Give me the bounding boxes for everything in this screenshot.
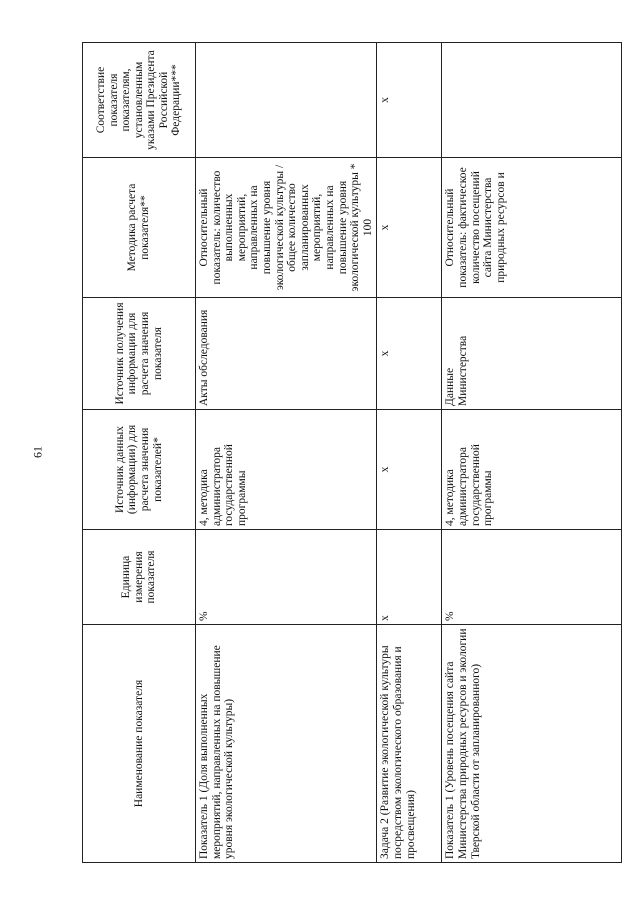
cell-info-source: x <box>377 298 442 410</box>
header-indicator-name: Наименование показателя <box>83 625 196 863</box>
cell-method: Относительный показатель: фактическое количество посещений сайта Министерства природных ресурсов и <box>442 158 622 298</box>
page-number: 61 <box>30 446 45 458</box>
table-row <box>442 43 622 863</box>
cell-unit: % <box>196 530 377 625</box>
header-data-source: Источник данных (информации) для расчета значения показателей* <box>83 410 196 530</box>
cell-decree-match <box>196 43 377 158</box>
cell-decree-match <box>442 43 622 158</box>
table-header-row <box>83 43 196 863</box>
cell-info-source: Данные Министерства <box>442 298 622 410</box>
table-row <box>377 43 442 863</box>
cell-data-source: x <box>377 410 442 530</box>
cell-indicator-name: Показатель 1 (Уровень посещения сайта Министерства природных ресурсов и экологии Тверской области от запланированного) <box>442 625 622 863</box>
header-method: Методика расчета показателя** <box>83 158 196 298</box>
cell-method: Относительный показатель: количество выполненных мероприятий, направленных на повышение уровня экологической культуры / общее количество запланированных мероприятий, направленных на повышение уровня экологической культуры * 100 <box>196 158 377 298</box>
header-decree-match: Соответствие показателя показателям, установленным указами Президента Российской Федерации*** <box>83 43 196 158</box>
cell-data-source: 4, методика администратора государственной программы <box>442 410 622 530</box>
cell-indicator-name: Показатель 1 (Доля выполненных мероприятий, направленных на повышение уровня экологической культуры) <box>196 625 377 863</box>
cell-method: x <box>377 158 442 298</box>
cell-unit: % <box>442 530 622 625</box>
cell-data-source: 4, методика администратора государственной программы <box>196 410 377 530</box>
indicators-table <box>82 42 622 863</box>
cell-decree-match: x <box>377 43 442 158</box>
cell-info-source: Акты обследования <box>196 298 377 410</box>
table-row <box>196 43 377 863</box>
rotated-table-container <box>82 43 582 863</box>
cell-unit: x <box>377 530 442 625</box>
header-unit: Единица измерения показателя <box>83 530 196 625</box>
cell-indicator-name: Задача 2 (Развитие экологической культуры посредством экологического образования и просвещения) <box>377 625 442 863</box>
header-info-source: Источник получения информации для расчета значения показателя <box>83 298 196 410</box>
